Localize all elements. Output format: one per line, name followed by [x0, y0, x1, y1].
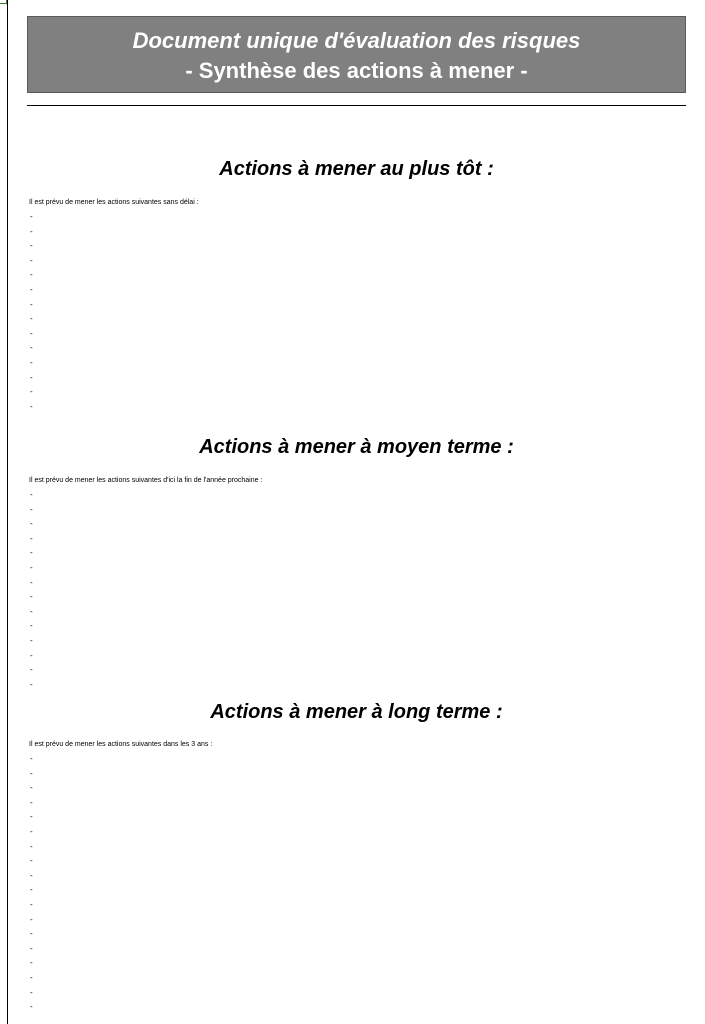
document-subtitle: - Synthèse des actions à mener - — [185, 58, 528, 83]
action-list-item: - — [30, 958, 33, 968]
action-list-item: - — [30, 943, 33, 953]
action-list-item: - — [30, 241, 33, 251]
action-list-item: - — [30, 562, 33, 572]
action-list-item: - — [30, 577, 33, 587]
section-intro-long-term: Il est prévu de mener les actions suivantes dans les 3 ans : — [29, 741, 213, 748]
action-list-item: - — [30, 212, 33, 221]
action-list-item: - — [30, 914, 33, 924]
action-list-item: - — [30, 754, 33, 763]
document-header — [27, 16, 686, 93]
action-list-item: - — [30, 635, 33, 645]
action-list-item: - — [30, 328, 33, 338]
action-list-item: - — [30, 826, 33, 836]
action-list-item: - — [30, 490, 33, 499]
section-heading-medium-term: Actions à mener à moyen terme : — [199, 436, 514, 458]
action-list-item: - — [30, 592, 33, 602]
action-list-immediate — [30, 210, 33, 414]
action-list-item: - — [30, 870, 33, 880]
section-intro-medium-term: Il est prévu de mener les actions suivantes d'ici la fin de l'année prochaine : — [29, 477, 263, 484]
action-list-item: - — [30, 270, 33, 280]
action-list-item: - — [30, 650, 33, 660]
section-heading-long-term: Actions à mener à long terme : — [210, 701, 503, 723]
action-list-item: - — [30, 255, 33, 265]
action-list-item: - — [30, 519, 33, 529]
section-intro-immediate: Il est prévu de mener les actions suivantes sans délai : — [29, 199, 199, 206]
action-list-item: - — [30, 856, 33, 866]
action-list-item: - — [30, 548, 33, 558]
action-list-item: - — [30, 357, 33, 367]
action-list-long-term — [30, 752, 33, 1015]
action-list-item: - — [30, 885, 33, 895]
action-list-item: - — [30, 972, 33, 982]
action-list-item: - — [30, 679, 33, 689]
document-title: Document unique d'évaluation des risques — [132, 28, 581, 53]
action-list-item: - — [30, 387, 33, 397]
page-left-border — [7, 0, 8, 1024]
action-list-item: - — [30, 284, 33, 294]
action-list-item: - — [30, 533, 33, 543]
action-list-medium-term — [30, 488, 33, 692]
action-list-item: - — [30, 797, 33, 807]
action-list-item: - — [30, 343, 33, 353]
action-list-item: - — [30, 401, 33, 411]
action-list-item: - — [30, 768, 33, 778]
action-list-item: - — [30, 929, 33, 939]
action-list-item: - — [30, 987, 33, 997]
header-divider — [27, 105, 686, 106]
action-list-item: - — [30, 372, 33, 382]
action-list-item: - — [30, 226, 33, 236]
action-list-item: - — [30, 299, 33, 309]
action-list-item: - — [30, 621, 33, 631]
action-list-item: - — [30, 1002, 33, 1012]
action-list-item: - — [30, 899, 33, 909]
action-list-item: - — [30, 314, 33, 324]
action-list-item: - — [30, 504, 33, 514]
action-list-item: - — [30, 606, 33, 616]
action-list-item: - — [30, 812, 33, 822]
action-list-item: - — [30, 783, 33, 793]
corner-mark — [0, 0, 7, 4]
section-heading-immediate: Actions à mener au plus tôt : — [219, 158, 494, 180]
action-list-item: - — [30, 841, 33, 851]
action-list-item: - — [30, 665, 33, 675]
